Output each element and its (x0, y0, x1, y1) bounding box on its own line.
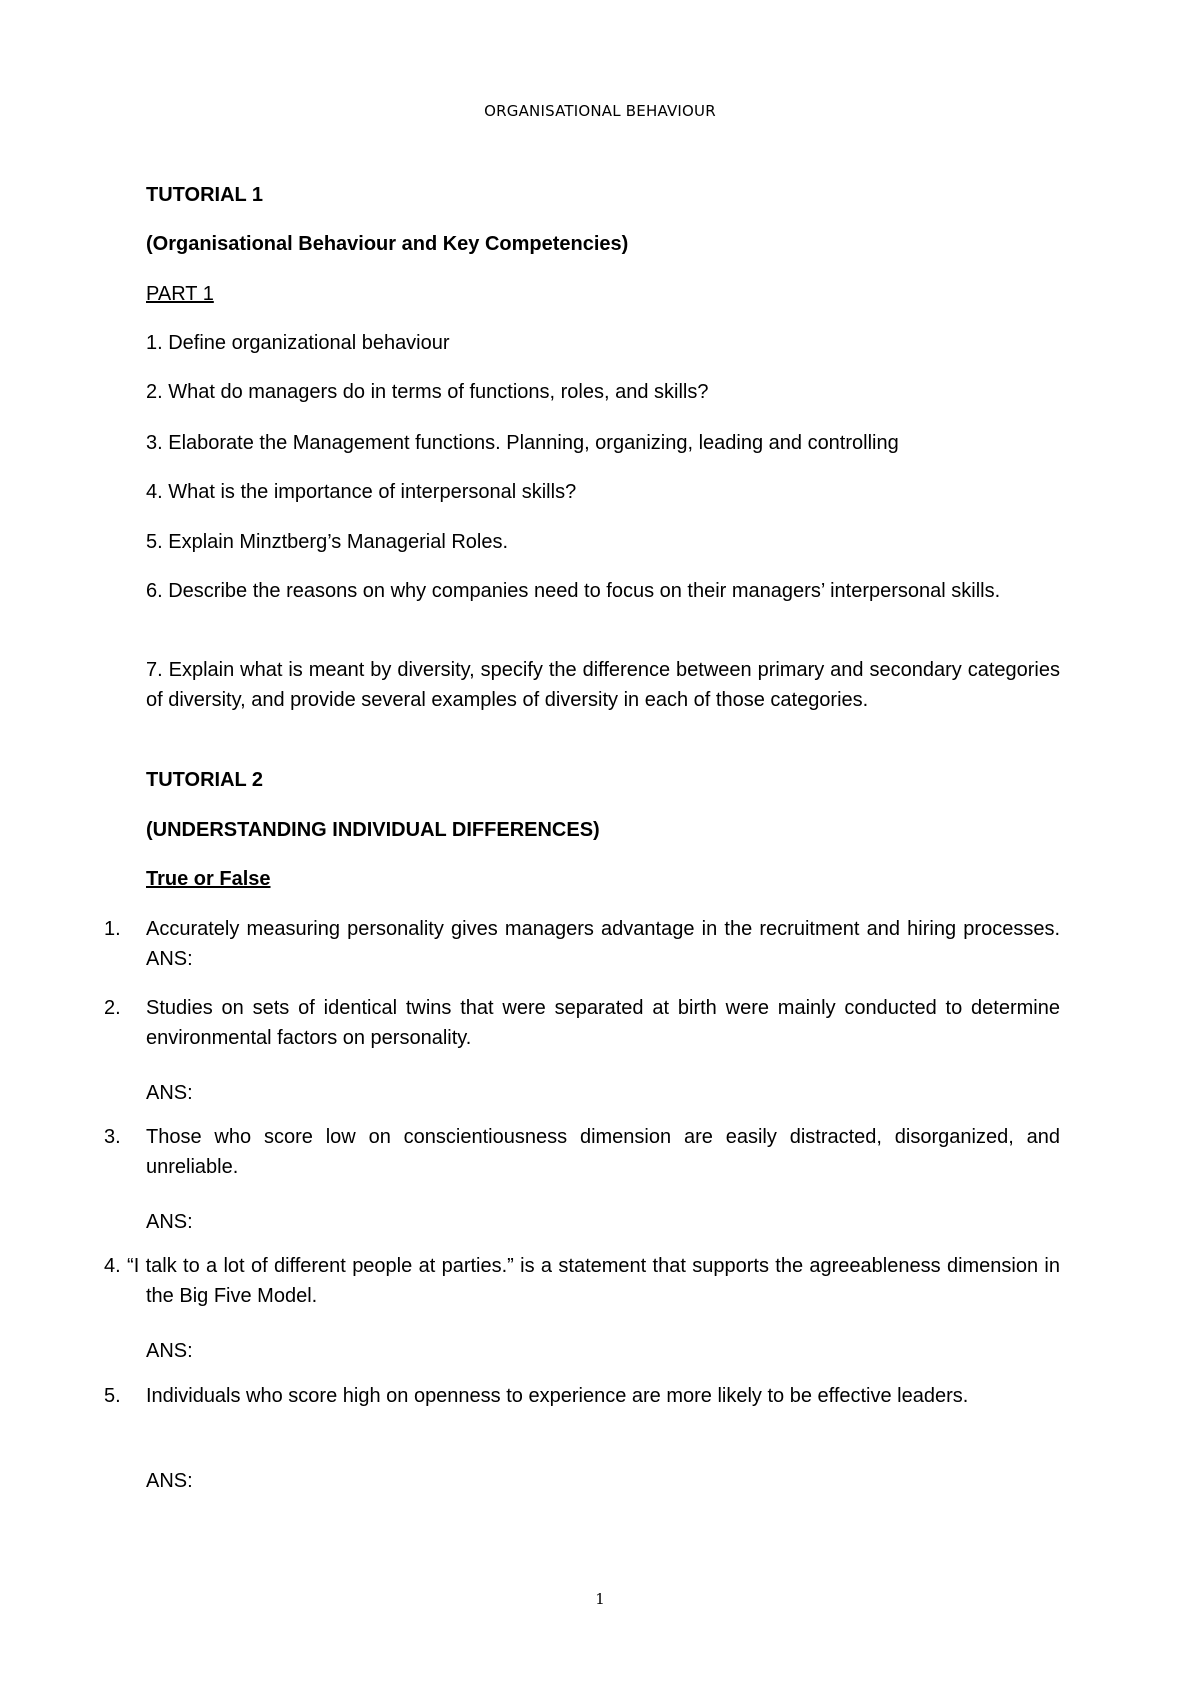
tf-item-2-answer-label: ANS: (146, 1082, 193, 1104)
tutorial1-question-5: 5. Explain Minztberg’s Managerial Roles. (146, 531, 509, 553)
tf-item-number: 5. (104, 1385, 121, 1407)
tf-item-text: “I talk to a lot of different people at parties.” is a statement that supports the agreeableness dimension in the Big Five Model. (127, 1255, 1060, 1307)
tutorial1-title: TUTORIAL 1 (146, 184, 264, 206)
tutorial1-subtitle: (Organisational Behaviour and Key Competencies) (146, 233, 629, 255)
tutorial1-question-2: 2. What do managers do in terms of functions, roles, and skills? (146, 381, 709, 403)
tf-item-text: Individuals who score high on openness to experience are more likely to be effective leaders. (146, 1385, 969, 1407)
tutorial2-title: TUTORIAL 2 (146, 769, 264, 791)
tutorial1-question-7: 7. Explain what is meant by diversity, specify the difference between primary and secondary categories of diversity, and provide several examples of diversity in each of those categories. (146, 659, 1060, 711)
tf-item-1 (104, 914, 1060, 974)
tf-item-number: 3. (104, 1126, 121, 1148)
tf-item-text: Accurately measuring personality gives managers advantage in the recruitment and hiring processes. ANS: (146, 918, 1060, 970)
tutorial1-question-1: 1. Define organizational behaviour (146, 332, 450, 354)
tutorial1-part-label: PART 1 (146, 283, 214, 305)
tf-item-4-answer-label: ANS: (146, 1340, 193, 1362)
tf-item-4 (104, 1251, 1060, 1311)
tf-item-number: 4. (104, 1255, 121, 1277)
running-header: ORGANISATIONAL BEHAVIOUR (484, 102, 716, 120)
tf-item-2 (104, 993, 1060, 1053)
tf-item-5 (104, 1381, 1060, 1411)
tutorial2-subtitle: (UNDERSTANDING INDIVIDUAL DIFFERENCES) (146, 819, 600, 841)
tf-item-5-answer-label: ANS: (146, 1470, 193, 1492)
tf-item-number: 2. (104, 997, 121, 1019)
tutorial1-question-6: 6. Describe the reasons on why companies need to focus on their managers’ interpersonal skills. (146, 580, 1001, 602)
page-number: 1 (595, 1590, 605, 1608)
tutorial2-section-label: True or False (146, 868, 271, 890)
tf-item-text: Those who score low on conscientiousness dimension are easily distracted, disorganized, and unreliable. (146, 1126, 1060, 1178)
tf-item-3-answer-label: ANS: (146, 1211, 193, 1233)
tutorial1-question-4: 4. What is the importance of interpersonal skills? (146, 481, 577, 503)
tf-item-3 (104, 1122, 1060, 1182)
tutorial1-question-3: 3. Elaborate the Management functions. Planning, organizing, leading and controlling (146, 432, 899, 454)
tf-item-number: 1. (104, 918, 121, 940)
tf-item-text: Studies on sets of identical twins that were separated at birth were mainly conducted to determine environmental factors on personality. (146, 997, 1060, 1049)
